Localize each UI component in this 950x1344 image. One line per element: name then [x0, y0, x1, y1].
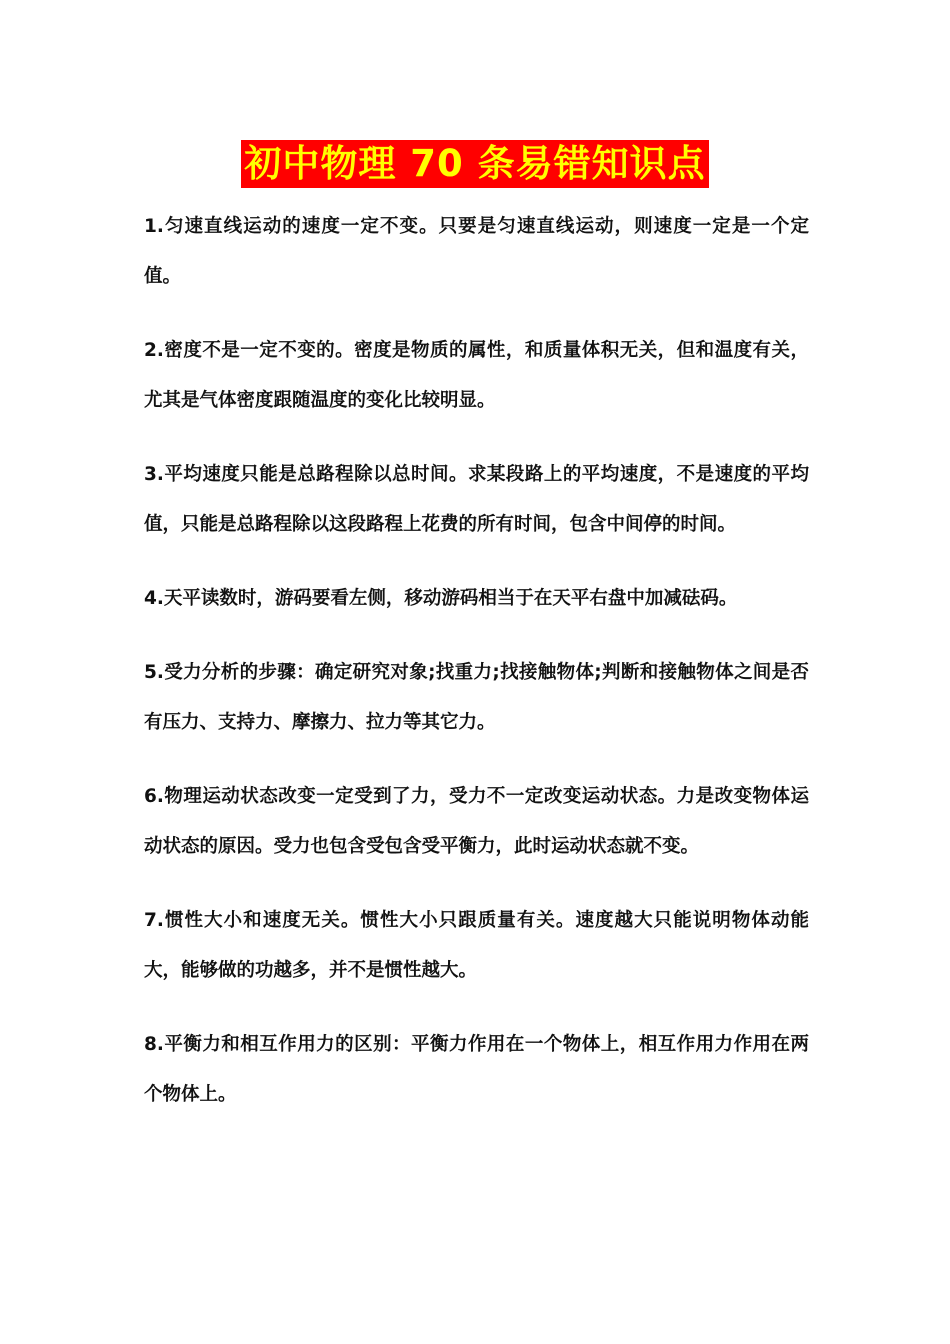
knowledge-point-1: 1.匀速直线运动的速度一定不变。只要是匀速直线运动，则速度一定是一个定值。 — [144, 216, 809, 287]
knowledge-point-5: 5.受力分析的步骤：确定研究对象;找重力;找接触物体;判断和接触物体之间是否有压力、支持力、摩擦力、拉力等其它力。 — [144, 662, 809, 733]
knowledge-point-3: 3.平均速度只能是总路程除以总时间。求某段路上的平均速度，不是速度的平均值，只能是总路程除以这段路程上花费的所有时间，包含中间停的时间。 — [144, 464, 809, 535]
knowledge-point-6: 6.物理运动状态改变一定受到了力，受力不一定改变运动状态。力是改变物体运动状态的原因。受力也包含受包含受平衡力，此时运动状态就不变。 — [144, 786, 809, 857]
title-container — [0, 140, 950, 188]
knowledge-point-7: 7.惯性大小和速度无关。惯性大小只跟质量有关。速度越大只能说明物体动能大，能够做的功越多，并不是惯性越大。 — [144, 910, 809, 981]
knowledge-point-8: 8.平衡力和相互作用力的区别：平衡力作用在一个物体上，相互作用力作用在两个物体上。 — [144, 1034, 809, 1105]
knowledge-point-2: 2.密度不是一定不变的。密度是物质的属性，和质量体积无关，但和温度有关，尤其是气体密度跟随温度的变化比较明显。 — [144, 340, 809, 411]
knowledge-point-list — [144, 202, 809, 1144]
knowledge-point-4: 4.天平读数时，游码要看左侧，移动游码相当于在天平右盘中加减砝码。 — [144, 588, 738, 609]
page-title: 初中物理 70 条易错知识点 — [241, 140, 708, 188]
